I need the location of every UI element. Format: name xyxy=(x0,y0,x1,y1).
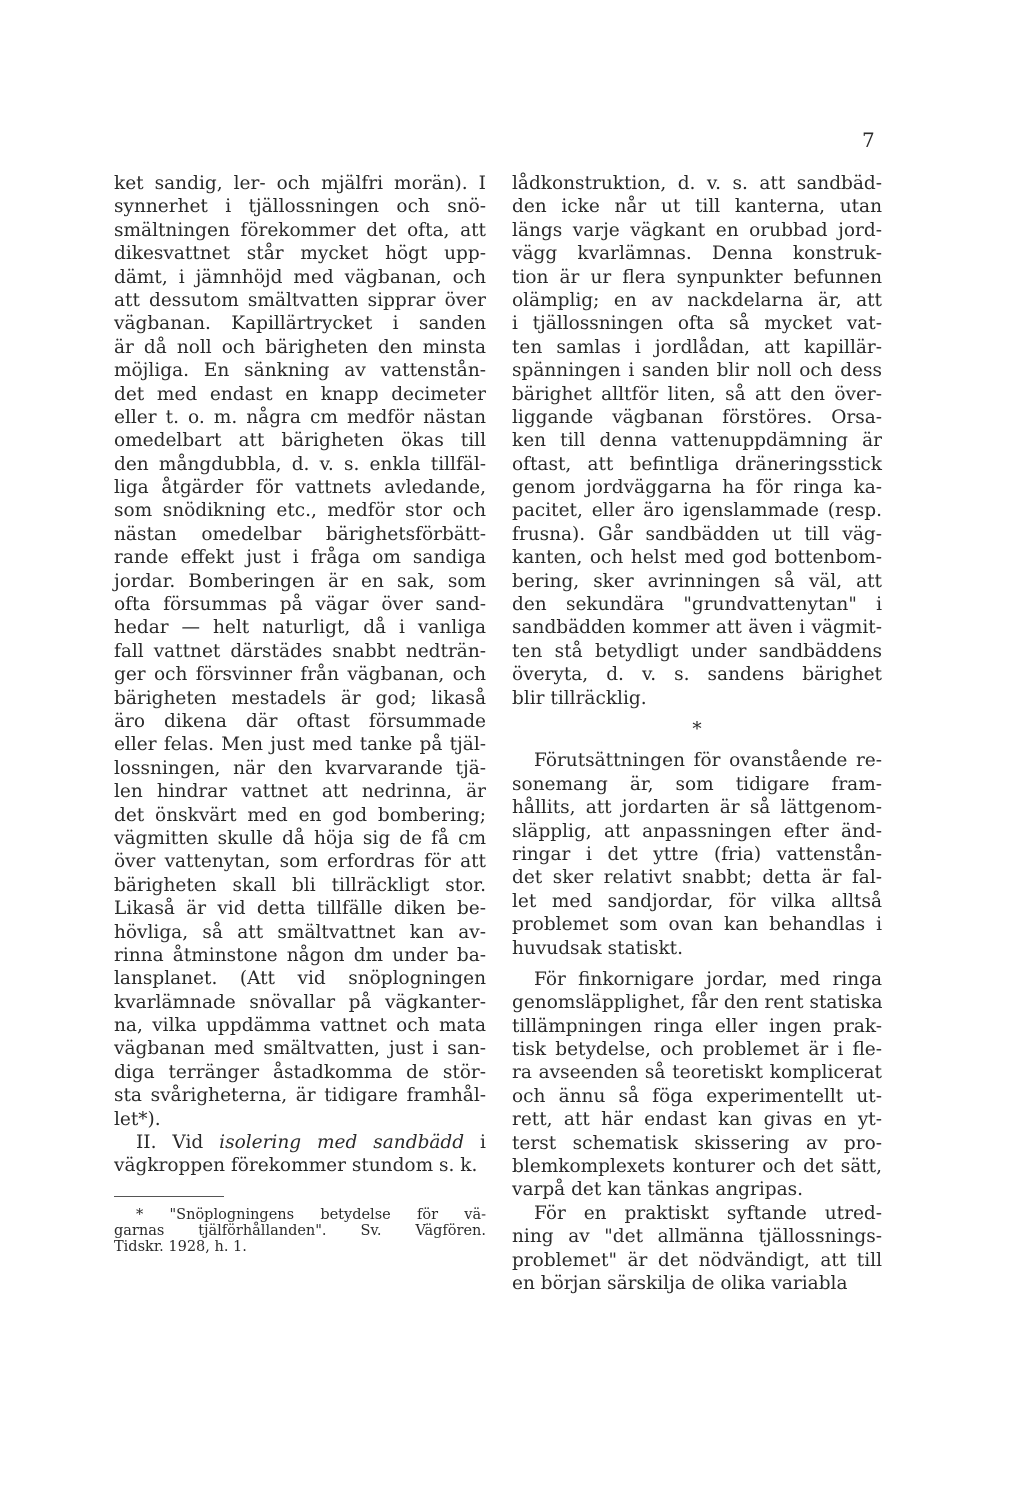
text-line: ning av "det allmänna tjällossnings- xyxy=(512,1226,882,1248)
text-line: ten stå betydligt under sandbäddens xyxy=(512,640,882,662)
text-line: spänningen i sanden blir noll och dess xyxy=(512,360,882,382)
text-line: genom jordväggarna ha för ringa ka- xyxy=(512,477,882,499)
text-line: lådkonstruktion, d. v. s. att sandbäd- xyxy=(512,173,882,194)
right-column xyxy=(512,172,882,1295)
text-line: blemkomplexets konturer och det sätt, xyxy=(512,1156,882,1178)
text-line: tillämpningen ringa eller ingen prak- xyxy=(512,1015,882,1037)
text-line: det önskvärt med en god bombering; xyxy=(114,804,486,826)
text-line: ringar i det yttre (fria) vattenstån- xyxy=(512,843,882,865)
text-line: genomsläpplighet, får den rent statiska xyxy=(512,992,883,1014)
text-line: kanten, och helst med god bottenbom- xyxy=(512,547,882,569)
text-line: let*). xyxy=(114,1108,161,1130)
text-line: lossningen, när den kvarvarande tjä- xyxy=(114,757,486,779)
text-line: rinna åtminstone någon dm under ba- xyxy=(114,944,486,966)
text-line: bärigheten skall bli tillräckligt stor. xyxy=(114,874,486,896)
text-line: äro dikena där oftast försummade xyxy=(114,710,486,732)
text-line: liggande vägbanan förstöres. Orsa- xyxy=(512,406,882,428)
text-line: terst schematisk skissering av pro- xyxy=(512,1132,882,1154)
text-line: rett, att här endast kan givas en yt- xyxy=(512,1109,882,1131)
text-line: sta svårigheterna, är tidigare framhål- xyxy=(114,1085,486,1107)
text-line: vägmitten skulle då höja sig de få cm xyxy=(114,827,486,849)
text-line: möjliga. En sänkning av vattenstån- xyxy=(114,360,486,382)
text-line: längs varje vägkant en orubbad jord- xyxy=(512,219,882,241)
text-line: som snödikning etc., medför stor och xyxy=(114,500,486,522)
text-line: let med sandjordar, för vilka alltså xyxy=(512,890,882,912)
section-ii-tail: i xyxy=(464,1132,486,1154)
text-line: en början särskilja de olika variabla xyxy=(512,1272,848,1294)
text-line: tisk betydelse, och problemet är i fle- xyxy=(512,1039,882,1061)
text-line: huvudsak statiskt. xyxy=(512,937,683,959)
text-line: den icke når ut till kanterna, utan xyxy=(512,196,882,218)
text-line: synnerhet i tjällossningen och snö- xyxy=(114,196,486,218)
text-line: överyta, d. v. s. sandens bärighet xyxy=(512,664,882,686)
text-line: För finkornigare jordar, med ringa xyxy=(534,968,882,990)
text-line: liga åtgärder för vattnets avledande, xyxy=(114,477,486,499)
text-line: eller t. o. m. några cm medför nästan xyxy=(114,406,486,428)
right-paragraph-3 xyxy=(512,968,882,1202)
text-line: pacitet, eller äro igenslammade (resp. xyxy=(512,500,882,522)
text-line: ofta försummas på vägar över sand- xyxy=(114,594,486,616)
text-line: tion är ur flera synpunkter befunnen xyxy=(512,266,882,288)
text-line: rande effekt just i fråga om sandiga xyxy=(114,547,486,569)
section-ii-emphasis: isolering med sandbädd xyxy=(219,1132,465,1154)
text-line: över vattenytan, som erfordras för att xyxy=(114,851,486,873)
text-line: vägbanan med smältvatten, just i san- xyxy=(114,1038,486,1060)
footnote-line: garnas tjälförhållanden". Sv. Vägfören. xyxy=(114,1222,486,1239)
left-column xyxy=(114,172,486,1255)
text-line: det med endast en knapp decimeter xyxy=(114,383,486,405)
text-line: ket sandig, ler- och mjälfri morän). I xyxy=(114,173,486,194)
text-line: diga terränger åstadkomma de stör- xyxy=(114,1061,486,1083)
footnote-line: * "Snöplogningens betydelse för vä- xyxy=(136,1206,486,1223)
text-line: det sker relativt snabbt; detta är fal- xyxy=(512,867,882,889)
text-line: fall vattnet därstädes snabbt nedträn- xyxy=(114,640,486,662)
right-paragraph-4 xyxy=(512,1202,882,1296)
text-line: hållits, att jordarten är så lättgenom- xyxy=(512,797,882,819)
text-line: len hindrar vattnet att nedrinna, är xyxy=(114,781,486,803)
page-number: 7 xyxy=(862,128,875,152)
text-line: vägkroppen förekommer stundom s. k. xyxy=(114,1155,478,1177)
section-separator: * xyxy=(692,718,702,740)
text-line: frusna). Går sandbädden ut till väg- xyxy=(512,523,882,545)
footnote-divider xyxy=(114,1196,224,1197)
footnote xyxy=(114,1207,486,1255)
section-ii-first-line xyxy=(114,1131,486,1154)
text-line: oftast, att befintliga dräneringsstick xyxy=(512,453,882,475)
text-line: blir tillräcklig. xyxy=(512,687,647,709)
text-line: sandbädden kommer att även i vägmit- xyxy=(512,617,882,639)
text-line: Förutsättningen för ovanstående re- xyxy=(534,750,882,772)
text-line: den sekundära "grundvattenytan" i xyxy=(512,594,882,616)
text-line: ten samlas i jordlådan, att kapillär- xyxy=(512,336,882,358)
text-line: bering, sker avrinningen så väl, att xyxy=(512,570,882,592)
text-line: lansplanet. (Att vid snöplogningen xyxy=(114,968,486,990)
text-line: ken till denna vattenuppdämning är xyxy=(512,430,882,452)
text-line: olämplig; en av nackdelarna är, att xyxy=(512,289,882,311)
text-line: och ännu så föga experimentellt ut- xyxy=(512,1085,882,1107)
right-paragraph-2 xyxy=(512,749,882,960)
text-line: i tjällossningen ofta så mycket vat- xyxy=(512,313,882,335)
text-line: bärighet alltför liten, så att den över- xyxy=(512,383,882,405)
text-line: kvarlämnade snövallar på vägkanter- xyxy=(114,991,486,1013)
text-line: Likaså är vid detta tillfälle diken be- xyxy=(114,898,486,920)
text-line: vägbanan. Kapillärtrycket i sanden xyxy=(114,313,486,335)
text-line: hedar — helt naturligt, då i vanliga xyxy=(114,617,486,639)
text-line: sonemang är, som tidigare fram- xyxy=(512,773,882,795)
text-line: bärigheten mestadels är god; likaså xyxy=(114,687,486,709)
text-line: problemet som ovan kan behandlas i xyxy=(512,914,882,936)
text-line: varpå det kan tänkas angripas. xyxy=(512,1179,804,1201)
text-line: problemet" är det nödvändigt, att till xyxy=(512,1249,882,1271)
text-line: den mångdubbla, d. v. s. enkla tillfäl- xyxy=(114,453,486,475)
text-line: För en praktiskt syftande utred- xyxy=(534,1202,882,1224)
text-line: är då noll och bärigheten den minsta xyxy=(114,336,486,358)
section-ii-paragraph xyxy=(114,1131,486,1178)
text-line: hövliga, så att smältvattnet kan av- xyxy=(114,921,486,943)
text-line: vägg kvarlämnas. Denna konstruk- xyxy=(512,243,882,265)
text-line: omedelbart att bärigheten ökas till xyxy=(114,430,486,452)
left-paragraph xyxy=(114,172,486,1131)
right-paragraph-1 xyxy=(512,172,882,710)
section-ii-lead: II. Vid xyxy=(136,1132,220,1154)
text-line: dämt, i jämnhöjd med vägbanan, och xyxy=(114,266,486,288)
text-line: dikesvattnet står mycket högt upp- xyxy=(114,243,486,265)
text-line: na, vilka uppdämma vattnet och mata xyxy=(114,1015,486,1037)
footnote-line: Tidskr. 1928, h. 1. xyxy=(114,1238,247,1255)
text-line: eller felas. Men just med tanke på tjäl- xyxy=(114,734,486,756)
text-line: att dessutom smältvatten sipprar över xyxy=(114,289,486,311)
text-line: ger och försvinner från vägbanan, och xyxy=(114,664,486,686)
text-line: nästan omedelbar bärighetsförbätt- xyxy=(114,523,486,545)
text-line: släpplig, att anpassningen efter änd- xyxy=(512,820,882,842)
text-line: ra avseenden så teoretiskt komplicerat xyxy=(512,1062,882,1084)
text-line: jordar. Bomberingen är en sak, som xyxy=(114,570,486,592)
text-line: smältningen förekommer det ofta, att xyxy=(114,219,486,241)
